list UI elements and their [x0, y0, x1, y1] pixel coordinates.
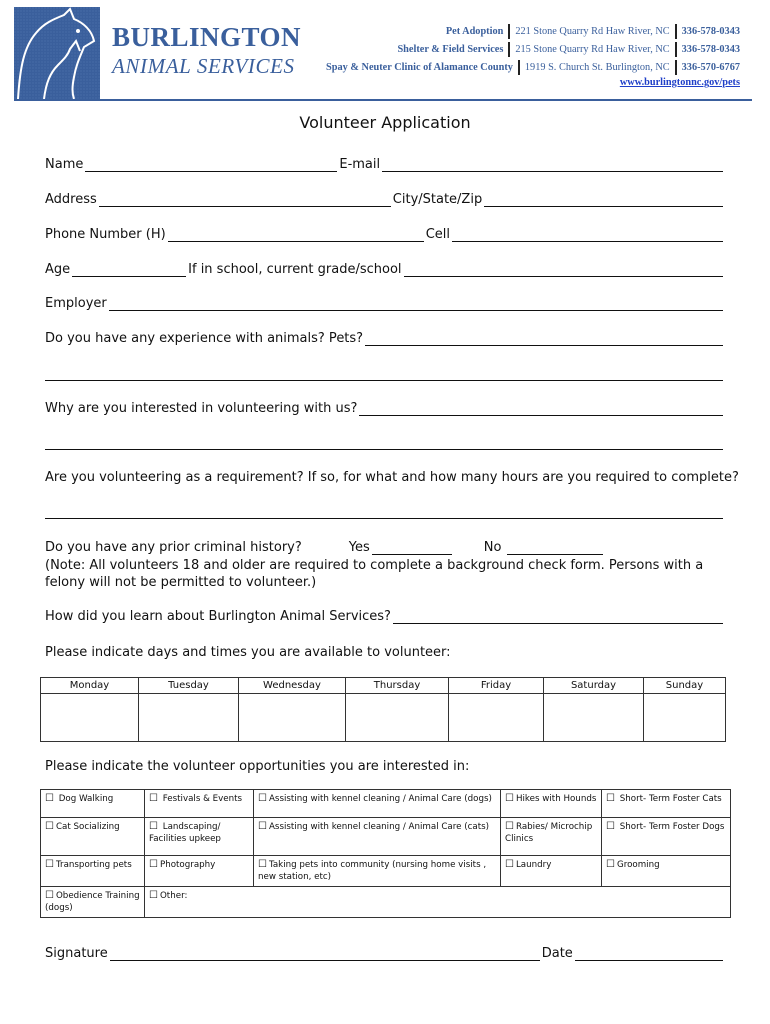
phone-label: Phone Number (H): [45, 227, 166, 242]
opportunity-option[interactable]: [41, 887, 145, 918]
contact-row-shelter: [397, 42, 740, 57]
requirement-question: Are you volunteering as a requirement? If so, for what and how many hours are you required to complete?: [45, 470, 739, 485]
experience-field-extra[interactable]: [45, 380, 723, 381]
interest-row: [45, 401, 725, 416]
contact-phone: 336-578-0343: [681, 44, 740, 55]
option-label: Festivals & Events: [162, 794, 243, 804]
citystatezip-label: City/State/Zip: [392, 192, 483, 207]
contact-phone: 336-570-6767: [681, 62, 740, 73]
phone-field[interactable]: [168, 231, 424, 242]
option-label: Obedience Training (dogs): [45, 891, 140, 913]
brand-name-line2: ANIMAL SERVICES: [112, 54, 295, 78]
name-label: Name: [45, 157, 84, 172]
day-header: Wednesday: [239, 678, 346, 694]
pet-silhouette-icon: [14, 7, 100, 99]
age-label: Age: [45, 262, 71, 277]
contact-name: Spay & Neuter Clinic of Alamance County: [326, 62, 513, 73]
option-label: Assisting with kennel cleaning / Animal Care (dogs): [268, 794, 492, 804]
opportunity-option[interactable]: [41, 790, 145, 818]
website-link[interactable]: www.burlingtonnc.gov/pets: [619, 77, 740, 88]
brand-name-line1: BURLINGTON: [112, 22, 302, 52]
divider: [518, 60, 520, 75]
cell-label: Cell: [425, 227, 450, 242]
option-label: Short- Term Foster Dogs: [619, 822, 725, 832]
interest-field[interactable]: [359, 405, 723, 416]
contact-row-adoption: [446, 24, 740, 39]
opportunity-option[interactable]: [501, 818, 602, 856]
checkbox-icon[interactable]: ☐: [149, 821, 158, 832]
availability-cell[interactable]: [139, 694, 239, 742]
day-header: Monday: [41, 678, 139, 694]
opportunity-option[interactable]: [501, 856, 602, 887]
email-field[interactable]: [382, 161, 723, 172]
checkbox-icon[interactable]: ☐: [606, 859, 615, 870]
option-label: Grooming: [616, 860, 660, 870]
opportunity-option[interactable]: [254, 818, 501, 856]
opportunities-prompt: Please indicate the volunteer opportunities you are interested in:: [45, 759, 470, 774]
day-header: Friday: [449, 678, 544, 694]
availability-cell[interactable]: [644, 694, 726, 742]
opportunity-option[interactable]: [602, 856, 731, 887]
address-label: Address: [45, 192, 97, 207]
availability-table: [40, 677, 726, 742]
yes-label: Yes: [348, 540, 370, 555]
opportunity-option[interactable]: [145, 818, 254, 856]
requirement-row: [45, 470, 739, 485]
checkbox-icon[interactable]: ☐: [45, 859, 54, 870]
checkbox-icon[interactable]: ☐: [258, 793, 267, 804]
divider: [675, 24, 677, 39]
page-title: Volunteer Application: [299, 113, 471, 132]
checkbox-icon[interactable]: ☐: [606, 793, 615, 804]
name-email-row: [45, 157, 725, 172]
days-prompt: Please indicate days and times you are available to volunteer:: [45, 645, 451, 660]
school-field[interactable]: [404, 266, 723, 277]
checkbox-icon[interactable]: ☐: [505, 859, 514, 870]
employer-row: [45, 296, 725, 311]
header-divider: [14, 99, 752, 101]
school-label: If in school, current grade/school: [188, 262, 402, 277]
opportunity-option[interactable]: [41, 856, 145, 887]
opportunity-option[interactable]: [501, 790, 602, 818]
checkbox-icon[interactable]: ☐: [149, 890, 158, 901]
option-label: Hikes with Hounds: [515, 794, 597, 804]
employer-field[interactable]: [109, 300, 723, 311]
phone-row: [45, 227, 725, 242]
age-field[interactable]: [72, 266, 186, 277]
learn-field[interactable]: [393, 613, 723, 624]
option-label: Rabies/ Microchip Clinics: [505, 822, 593, 844]
no-label: No: [483, 540, 502, 555]
opportunity-option[interactable]: [254, 790, 501, 818]
citystatezip-field[interactable]: [484, 196, 723, 207]
signature-label: Signature: [45, 946, 108, 961]
interest-field-extra[interactable]: [45, 449, 723, 450]
availability-cell[interactable]: [239, 694, 346, 742]
day-header: Sunday: [644, 678, 726, 694]
option-label: Other:: [159, 891, 188, 901]
option-label: Dog Walking: [58, 794, 114, 804]
interest-question: Why are you interested in volunteering with us?: [45, 401, 358, 416]
availability-cell[interactable]: [41, 694, 139, 742]
contact-address: 215 Stone Quarry Rd Haw River, NC: [515, 44, 670, 55]
no-field[interactable]: [507, 544, 603, 555]
experience-row: [45, 331, 725, 346]
availability-cell[interactable]: [346, 694, 449, 742]
divider: [508, 24, 510, 39]
experience-field[interactable]: [365, 335, 723, 346]
checkbox-icon[interactable]: ☐: [45, 793, 54, 804]
option-label: Short- Term Foster Cats: [619, 794, 722, 804]
logo: [14, 7, 100, 99]
contact-name: Shelter & Field Services: [397, 44, 504, 55]
yes-field[interactable]: [372, 544, 452, 555]
checkbox-icon[interactable]: ☐: [258, 859, 267, 870]
day-header: Thursday: [346, 678, 449, 694]
opportunity-option[interactable]: [145, 856, 254, 887]
opportunity-option[interactable]: [602, 790, 731, 818]
date-field[interactable]: [575, 950, 723, 961]
name-field[interactable]: [85, 161, 337, 172]
option-label: Assisting with kennel cleaning / Animal Care (cats): [268, 822, 490, 832]
checkbox-icon[interactable]: ☐: [505, 793, 514, 804]
option-label: Cat Socializing: [55, 822, 120, 832]
checkbox-icon[interactable]: ☐: [45, 890, 54, 901]
checkbox-icon[interactable]: ☐: [505, 821, 514, 832]
contact-row-clinic: [326, 60, 740, 75]
checkbox-icon[interactable]: ☐: [149, 793, 158, 804]
contact-name: Pet Adoption: [445, 26, 504, 37]
contact-address: 1919 S. Church St. Burlington, NC: [524, 62, 670, 73]
option-label: Laundry: [515, 860, 552, 870]
option-label: Photography: [159, 860, 216, 870]
checkbox-icon[interactable]: ☐: [606, 821, 615, 832]
day-header: Tuesday: [139, 678, 239, 694]
availability-cell[interactable]: [544, 694, 644, 742]
opportunity-option[interactable]: [145, 790, 254, 818]
address-field[interactable]: [99, 196, 391, 207]
checkbox-icon[interactable]: ☐: [258, 821, 267, 832]
opportunities-table: [40, 789, 731, 918]
age-school-row: [45, 262, 725, 277]
address-row: [45, 192, 725, 207]
criminal-question: Do you have any prior criminal history?: [45, 540, 302, 555]
cell-field[interactable]: [452, 231, 723, 242]
signature-row: [45, 946, 725, 961]
experience-question: Do you have any experience with animals? Pets?: [45, 331, 364, 346]
email-label: E-mail: [339, 157, 381, 172]
day-header: Saturday: [544, 678, 644, 694]
opportunity-option[interactable]: [41, 818, 145, 856]
option-label: Taking pets into community (nursing home visits , new station, etc): [258, 860, 487, 882]
option-label: Transporting pets: [55, 860, 132, 870]
opportunity-option[interactable]: [602, 818, 731, 856]
contact-address: 221 Stone Quarry Rd Haw River, NC: [515, 26, 670, 37]
divider: [508, 42, 510, 57]
signature-field[interactable]: [110, 950, 540, 961]
checkbox-icon[interactable]: ☐: [149, 859, 158, 870]
background-check-note: (Note: All volunteers 18 and older are required to complete a background check form. Persons with a felony will not be permitted to volunteer.): [45, 558, 704, 590]
divider: [675, 60, 677, 75]
divider: [675, 42, 677, 57]
learn-question: How did you learn about Burlington Animal Services?: [45, 609, 391, 624]
opportunity-option[interactable]: [145, 887, 731, 918]
employer-label: Employer: [45, 296, 107, 311]
criminal-row: [45, 540, 725, 555]
learn-row: [45, 609, 725, 624]
requirement-field-extra[interactable]: [45, 518, 723, 519]
date-label: Date: [541, 946, 573, 961]
option-label: Landscaping/ Facilities upkeep: [149, 822, 221, 844]
availability-cell[interactable]: [449, 694, 544, 742]
opportunity-option[interactable]: [254, 856, 501, 887]
contact-phone: 336-578-0343: [681, 26, 740, 37]
checkbox-icon[interactable]: ☐: [45, 821, 54, 832]
